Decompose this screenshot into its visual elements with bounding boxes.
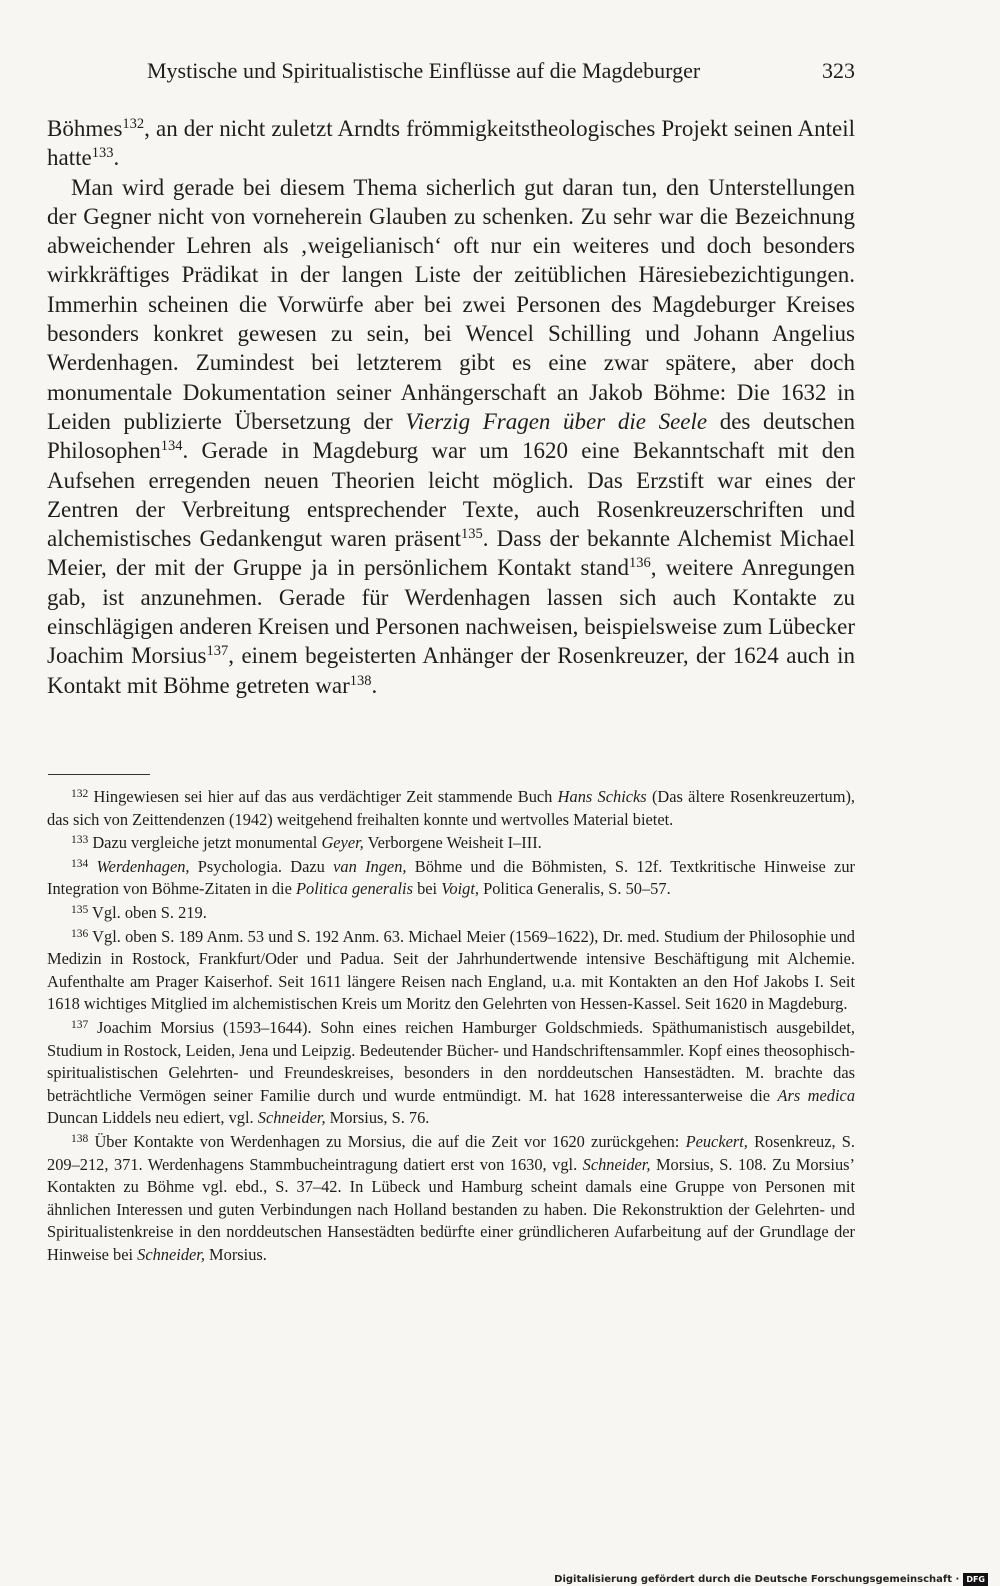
author-name: Werdenhagen, [96,856,190,876]
text-run: des deutschen Philosophen [47,408,855,464]
author-name: Hans Schicks [557,787,647,806]
footnote-number: 135 [71,903,89,916]
text-run: , einem begeisterten Anhänger der Rosenkreuzer, der 1624 auch in Kontakt mit Böhme getreten war [47,643,855,698]
text-run: Morsius, S. 108. Zu Morsius’ Kontakten zu Böhme vgl. ebd., S. 37–42. In Lübeck und Hamburg scheint damals eine Gruppe von Personen mit ähnlichen Interessen und guten Verbindungen nach Holland bestanden zu haben. Die Rekonstruktion der Gelehrten- und Spiritualistenkreise in den norddeutschen Hansestädten bedürfte einer gründlicheren Aufarbeitung auf der Grundlage der Hinweise bei [47,1154,855,1264]
text-run: Verborgene Weisheit I–III. [363,833,542,853]
footnote-ref-133: 133 [91,145,114,162]
footnote-number: 133 [71,834,89,847]
author-name: van Ingen, [333,856,407,876]
main-text [47,114,855,700]
text-run: Joachim Morsius (1593–1644). Sohn eines reichen Hamburger Goldschmieds. Späthumanistisch ausgebildet, Studium in Rostock, Leiden, Jena und Leipzig. Bedeutender Bücher- und Handschriftensammler. Kopf eines theosophisch-spiritualistischen Gelehrten- und Freundeskreises, besonders in den norddeutschen Hansestädten. M. brachte das beträchtliche Vermögen seiner Familie durch und wurde entmündigt. M. hat 1628 interessanterweise die [47,1017,855,1105]
footnote-ref-136: 136 [629,555,651,572]
text-run: Man wird gerade bei diesem Thema sicherlich gut daran tun, den Unterstellungen der Gegner nicht von vorneherein Glauben zu schenken. Zu sehr war die Bezeichnung abweichender Lehren als ‚weigelianisch‘ oft nur ein weiteres und doch besonders wirkkräftiges Prädikat in der langen Liste der zeitüblichen Häresiebezichtigungen. Immerhin scheinen die Vorwürfe aber bei zwei Personen des Magdeburger Kreises besonders konkret gewesen zu sein, bei Wencel Schilling und Johann Angelius Werdenhagen. Zumindest bei letzterem gibt es eine zwar spätere, aber doch monumentale Dokumentation seiner Anhängerschaft an Jakob Böhme: Die 1632 in Leiden publizierte Übersetzung der [47,174,855,434]
text-run: , weitere Anregungen gab, ist anzunehmen. Gerade für Werdenhagen lassen sich auch Kontakte zu einschlägigen anderen Kreisen und Personen nachweisen, beispielsweise zum Lübecker Joachim Morsius [47,555,855,669]
author-name: Schneider, [582,1154,651,1174]
text-run: Böhme und die Böhmisten, S. 12f. Textkritische Hinweise zur Integration von Böhme-Zitaten in die [47,856,855,899]
text-run: Morsius. [204,1244,267,1264]
footnote-ref-134: 134 [160,438,183,455]
text-run: Morsius, S. 76. [325,1108,430,1128]
text-run: Duncan Liddels neu ediert, vgl. [47,1108,258,1128]
author-name: Schneider, [137,1244,205,1264]
text-run: (Das ältere Rosenkreuzertum), das sich von Zeittendenzen (1942) weitgehend freihalten konnte und wertvolles Material bietet. [47,787,855,829]
text-run: . [113,145,120,171]
text-run: . Dass der bekannte Alchemist Michael Meier, der mit der Gruppe ja in persönlichem Kontakt stand [47,526,856,581]
footnote-rule [48,774,150,775]
footnote-number: 134 [71,857,89,870]
credit-text: Digitalisierung gefördert durch die Deutsche Forschungsgemeinschaft · [554,1573,960,1585]
page-number: 323 [822,58,855,83]
book-title: Politica generalis [295,879,413,899]
text-run: Dazu vergleiche jetzt monumental [88,833,322,853]
paragraph-2 [47,173,855,700]
footnote-number: 136 [71,927,89,940]
footnote-133 [47,832,855,855]
text-run: Über Kontakte von Werdenhagen zu Morsius, die auf die Zeit vor 1620 zurückgehen: [88,1131,686,1151]
running-title: Mystische und Spiritualistische Einflüsse auf die Magdeburger [147,58,701,83]
footnote-138 [47,1131,855,1267]
text-run: Psychologia. Dazu [189,856,334,876]
footnote-number: 137 [71,1018,89,1031]
dfg-logo: DFG [963,1573,988,1586]
footnotes [47,786,855,1267]
text-run: , an der nicht zuletzt Arndts frömmigkeitstheologisches Projekt seinen Anteil hatte [47,116,855,171]
running-header [147,56,855,86]
footnote-137 [47,1017,855,1130]
author-name: Schneider, [257,1108,326,1128]
book-title: Vierzig Fragen über die Seele [405,408,708,434]
digitization-credit [554,1572,988,1586]
footnote-132 [47,786,855,831]
footnote-number: 138 [71,1132,89,1145]
author-name: Voigt, [441,879,480,899]
text-run: Vgl. oben S. 219. [88,902,207,922]
text-run: bei [412,879,442,899]
footnote-ref-132: 132 [122,116,145,132]
footnote-ref-138: 138 [349,672,372,689]
text-run: Hingewiesen sei hier auf das aus verdächtiger Zeit stammende Buch [88,787,558,806]
author-name: Peuckert, [685,1131,748,1151]
text-run: . [371,672,378,698]
footnote-134 [47,856,855,901]
author-name: Geyer, [321,833,364,853]
book-title: Ars medica [777,1085,856,1105]
footnote-136 [47,926,855,1016]
text-run: Böhmes [47,116,123,141]
text-run: Vgl. oben S. 189 Anm. 53 und S. 192 Anm. 63. Michael Meier (1569–1622), Dr. med. Studium der Philosophie und Medizin in Rostock, Frankfurt/Oder und Padua. Seit der Jahrhundertwende intensive Beschäftigung mit Alchemie. Aufenthalte am Prager Kaiserhof. Seit 1611 längere Reisen nach England, u.a. mit Kontakten an den Hof Jakobs I. Seit 1618 wichtiges Mitglied im alchemistischen Kreis um Moritz den Gelehrten von Hessen-Kassel. Seit 1620 in Magdeburg. [47,926,855,1014]
footnote-135 [47,902,855,925]
text-run: . Gerade in Magdeburg war um 1620 eine Bekanntschaft mit den Aufsehen erregenden neuen Theorien leicht möglich. Das Erzstift war eines der Zentren der Verbreitung entsprechender Texte, auch Rosenkreuzerschriften und alchemistisches Gedankengut waren präsent [47,438,855,552]
text-run: Rosenkreuz, S. 209–212, 371. Werdenhagens Stammbucheintragung datiert erst von 1630, vgl. [47,1131,856,1174]
footnote-ref-137: 137 [206,643,229,660]
footnote-ref-135: 135 [461,526,483,543]
footnote-number: 132 [71,788,89,800]
paragraph-1 [47,114,855,173]
text-run: Politica Generalis, S. 50–57. [479,879,671,899]
